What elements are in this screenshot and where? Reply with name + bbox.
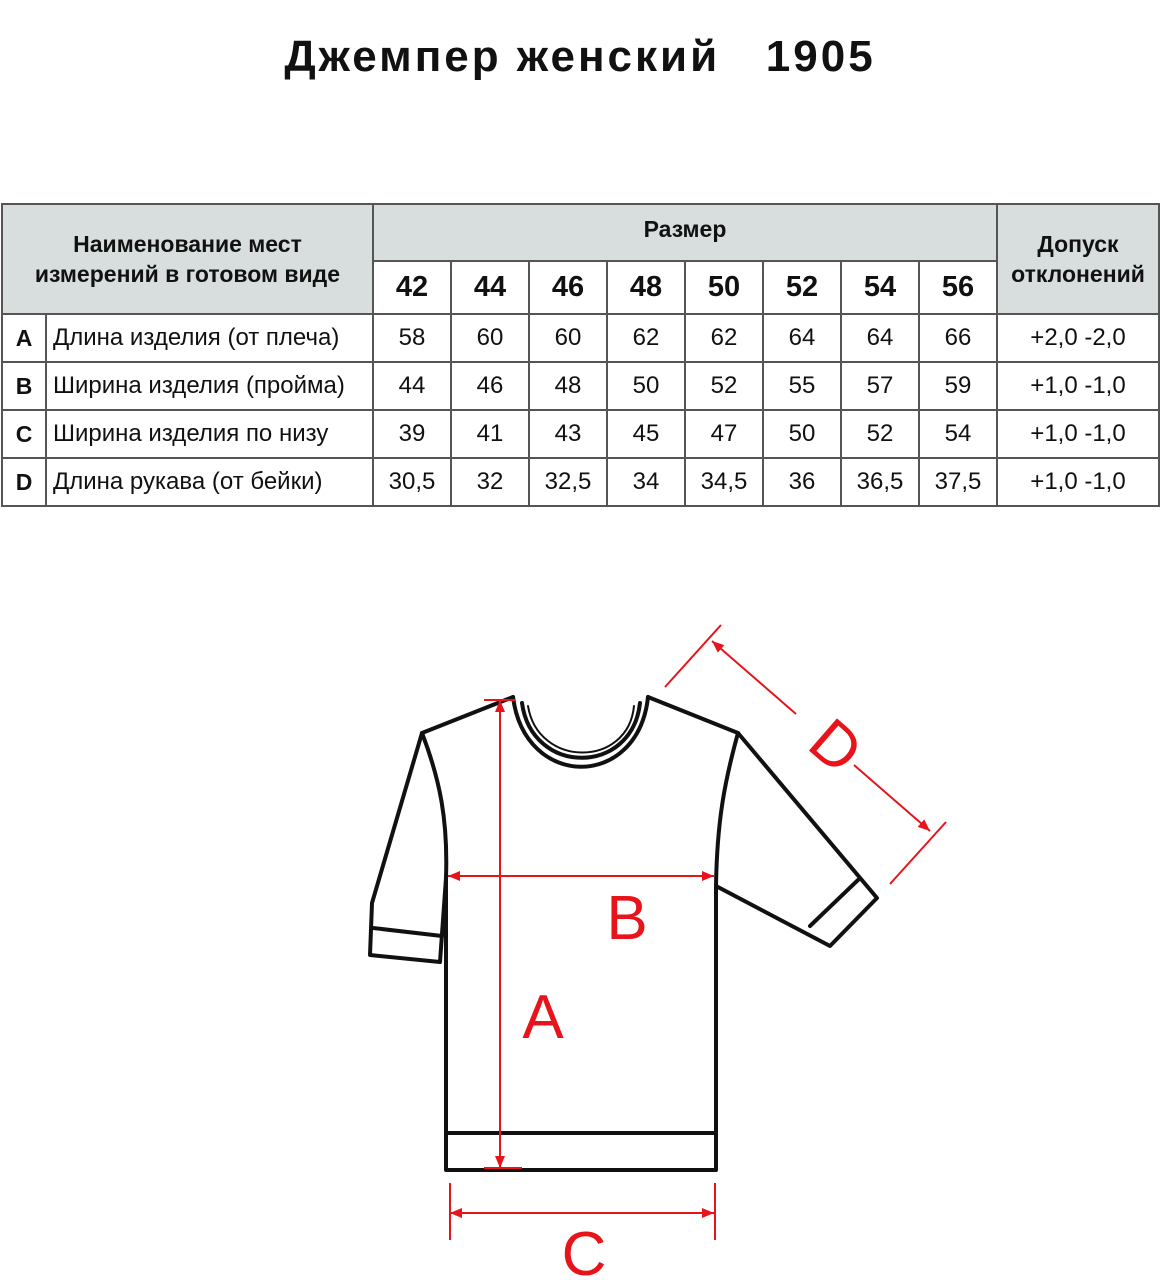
size-52: 52	[763, 261, 841, 314]
row-value: 30,5	[373, 458, 451, 506]
measure-d-bottom-tick	[890, 822, 946, 884]
measure-d-line-1	[712, 641, 796, 714]
page-title: Джемпер женский 1905	[284, 32, 876, 81]
label-b: B	[606, 884, 648, 953]
row-value: 44	[373, 362, 451, 410]
row-value: 34	[607, 458, 685, 506]
row-value: 45	[607, 410, 685, 458]
row-value: 50	[607, 362, 685, 410]
row-value: 66	[919, 314, 997, 362]
row-value: 52	[841, 410, 919, 458]
left-armhole-seam	[422, 733, 446, 878]
right-cuff-seam	[810, 880, 858, 926]
row-code: C	[2, 410, 46, 458]
label-c: C	[561, 1220, 607, 1280]
row-tolerance: +2,0 -2,0	[997, 314, 1159, 362]
row-value: 52	[685, 362, 763, 410]
measure-d-line-2	[854, 765, 930, 831]
row-value: 37,5	[919, 458, 997, 506]
tolerance-header-line2: отклонений	[1011, 261, 1145, 287]
table-row	[2, 314, 1159, 362]
row-value: 32	[451, 458, 529, 506]
size-42: 42	[373, 261, 451, 314]
row-code: B	[2, 362, 46, 410]
row-value: 47	[685, 410, 763, 458]
row-value: 36,5	[841, 458, 919, 506]
row-value: 64	[841, 314, 919, 362]
tolerance-header-line1: Допуск	[1037, 231, 1119, 257]
row-tolerance: +1,0 -1,0	[997, 458, 1159, 506]
measurement-labels	[522, 706, 875, 1280]
measure-header-line1: Наименование мест	[73, 231, 302, 257]
row-name: Ширина изделия по низу	[46, 410, 373, 458]
row-value: 62	[685, 314, 763, 362]
row-value: 60	[451, 314, 529, 362]
row-name: Длина рукава (от бейки)	[46, 458, 373, 506]
size-56: 56	[919, 261, 997, 314]
row-value: 46	[451, 362, 529, 410]
row-value: 36	[763, 458, 841, 506]
measure-header-line2: измерений в готовом виде	[34, 261, 341, 287]
measure-header	[2, 204, 373, 314]
left-cuff-seam	[373, 928, 442, 936]
label-a: A	[522, 983, 564, 1052]
row-name: Длина изделия (от плеча)	[46, 314, 373, 362]
row-value: 55	[763, 362, 841, 410]
table-row	[2, 362, 1159, 410]
row-tolerance: +1,0 -1,0	[997, 362, 1159, 410]
size-header: Размер	[373, 204, 997, 261]
row-name: Ширина изделия (пройма)	[46, 362, 373, 410]
size-54: 54	[841, 261, 919, 314]
row-value: 62	[607, 314, 685, 362]
row-value: 54	[919, 410, 997, 458]
label-d: D	[795, 705, 875, 788]
row-tolerance: +1,0 -1,0	[997, 410, 1159, 458]
row-value: 58	[373, 314, 451, 362]
measure-d-top-tick	[665, 625, 721, 687]
row-code: D	[2, 458, 46, 506]
table-row	[2, 458, 1159, 506]
row-value: 57	[841, 362, 919, 410]
row-value: 39	[373, 410, 451, 458]
table-row	[2, 410, 1159, 458]
row-value: 59	[919, 362, 997, 410]
size-44: 44	[451, 261, 529, 314]
row-value: 34,5	[685, 458, 763, 506]
right-armhole-seam	[716, 733, 738, 886]
tolerance-header	[997, 204, 1159, 314]
row-value: 41	[451, 410, 529, 458]
row-value: 32,5	[529, 458, 607, 506]
size-table	[1, 203, 1160, 507]
size-48: 48	[607, 261, 685, 314]
row-value: 64	[763, 314, 841, 362]
size-50: 50	[685, 261, 763, 314]
row-value: 48	[529, 362, 607, 410]
jumper-diagram	[0, 560, 1160, 1280]
row-code: A	[2, 314, 46, 362]
table-body	[2, 314, 1159, 506]
row-value: 60	[529, 314, 607, 362]
row-value: 50	[763, 410, 841, 458]
size-46: 46	[529, 261, 607, 314]
row-value: 43	[529, 410, 607, 458]
